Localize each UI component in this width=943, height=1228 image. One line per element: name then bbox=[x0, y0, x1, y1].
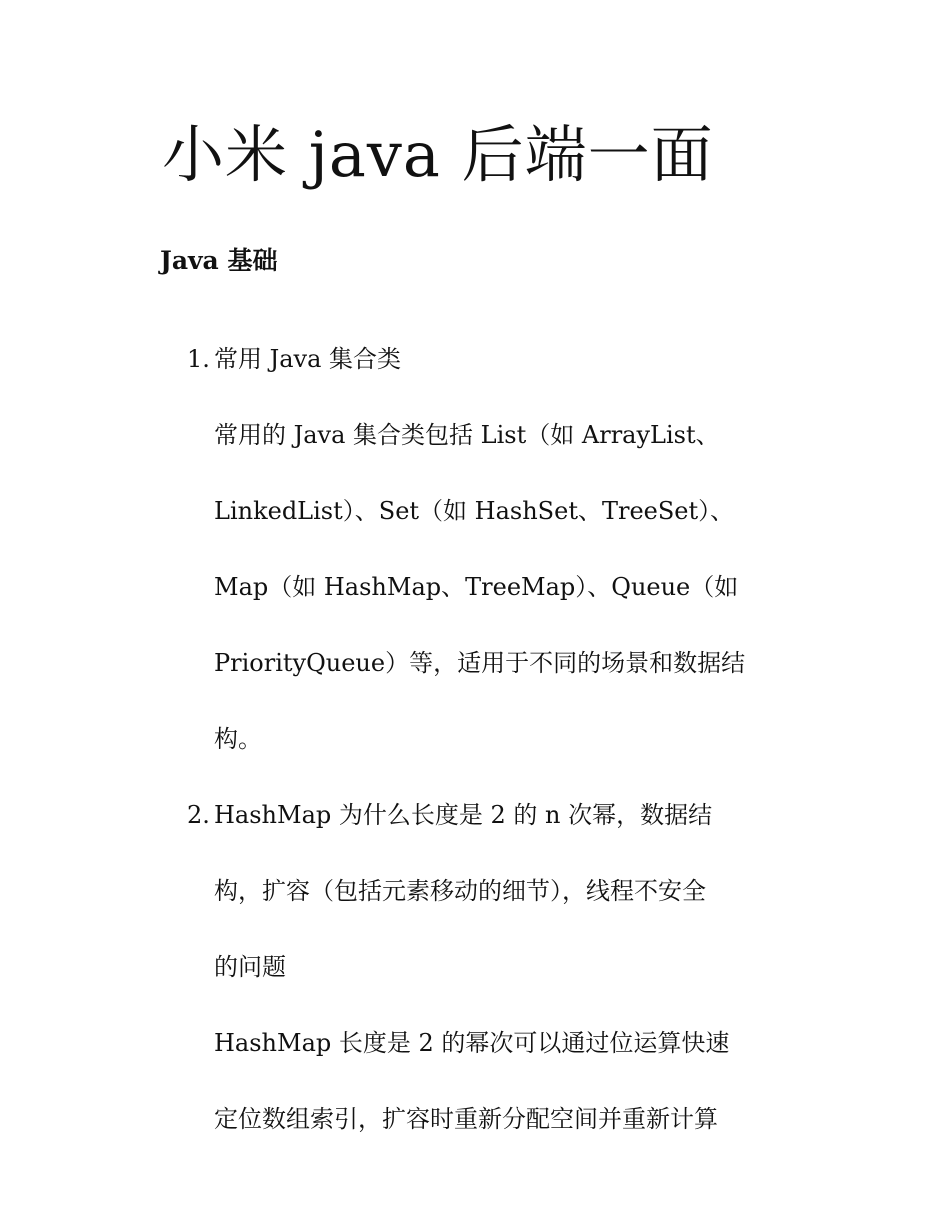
question-text: 常用 Java 集合类 bbox=[214, 345, 402, 373]
answer-line: LinkedList）、Set（如 HashSet、TreeSet）、 bbox=[214, 497, 735, 525]
question-text: HashMap 为什么长度是 2 的 n 次幂，数据结 bbox=[214, 801, 713, 829]
question-number: 2. bbox=[187, 801, 210, 829]
answer-line: Map（如 HashMap、TreeMap）、Queue（如 bbox=[214, 573, 739, 601]
question-text: 的问题 bbox=[214, 953, 286, 981]
answer-line: 常用的 Java 集合类包括 List（如 ArrayList、 bbox=[214, 421, 720, 449]
document-title: 小米 java 后端一面 bbox=[162, 118, 714, 191]
question-text: 构，扩容（包括元素移动的细节），线程不安全 bbox=[214, 877, 706, 905]
answer-line: 构。 bbox=[214, 725, 262, 753]
question-number: 1. bbox=[187, 345, 210, 373]
answer-line: PriorityQueue）等，适用于不同的场景和数据结 bbox=[214, 649, 746, 677]
answer-line: 定位数组索引，扩容时重新分配空间并重新计算 bbox=[214, 1105, 718, 1133]
answer-line: HashMap 长度是 2 的幂次可以通过位运算快速 bbox=[214, 1029, 730, 1057]
section-heading: Java 基础 bbox=[160, 246, 278, 275]
